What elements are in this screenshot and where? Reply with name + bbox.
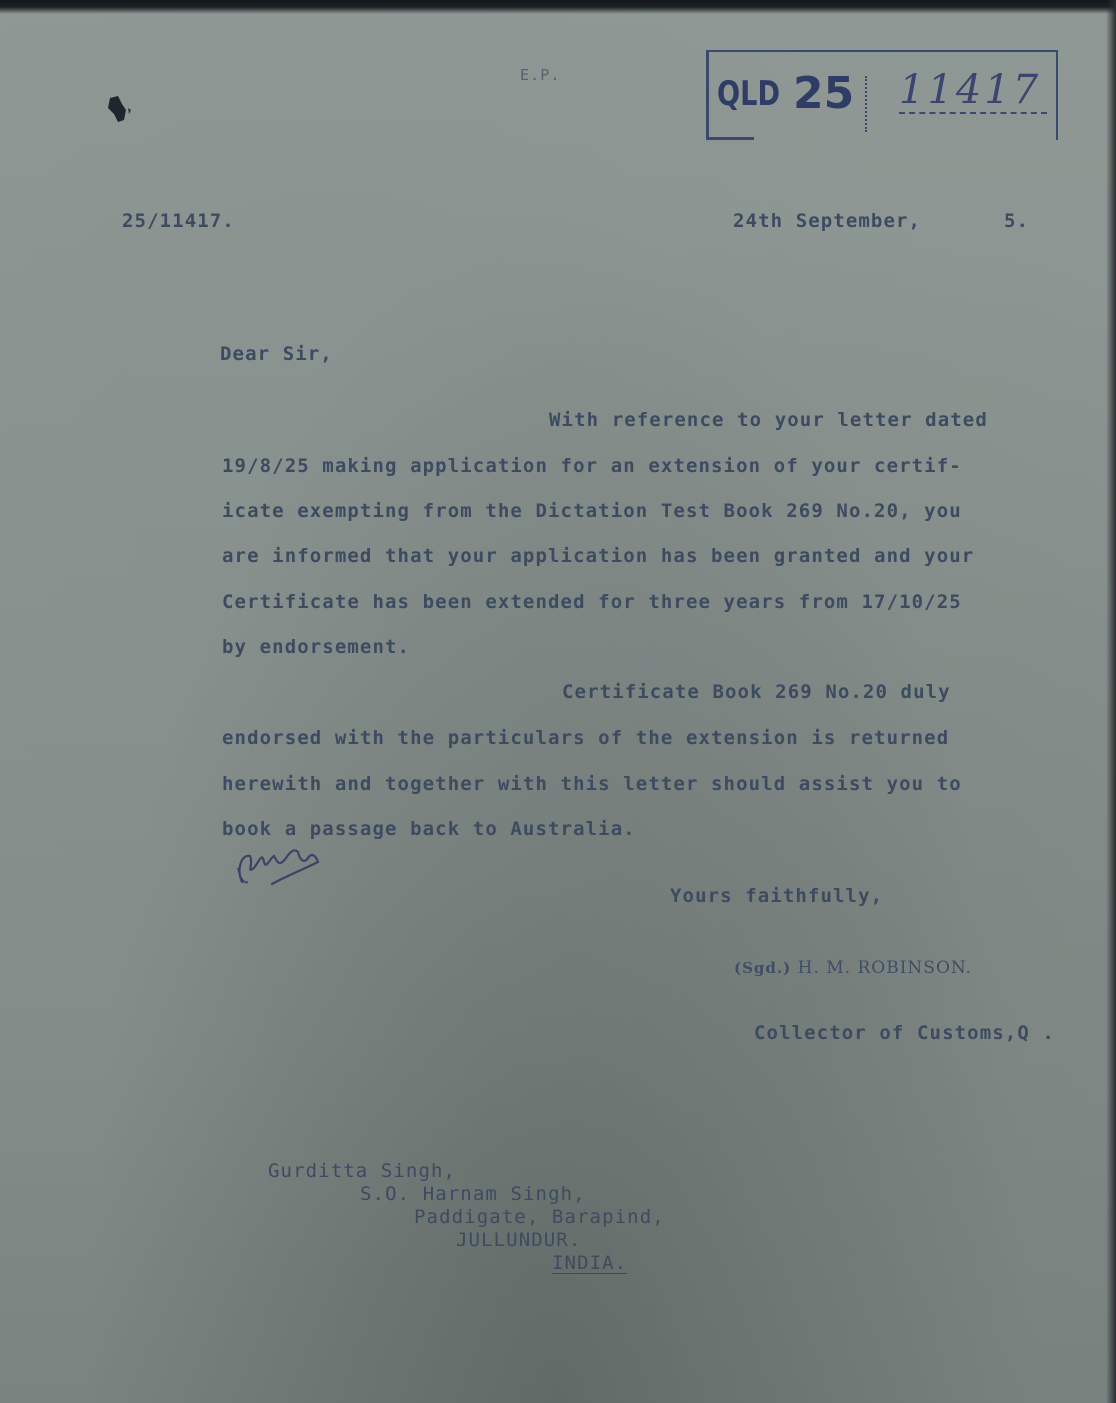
letter-year-fragment: 5.	[1004, 210, 1030, 232]
address-line-3: Paddigate, Barapind,	[414, 1206, 665, 1228]
salutation: Dear Sir,	[220, 343, 333, 365]
paragraph-2-line-3: herewith and together with this letter should assist you to	[222, 773, 962, 795]
page-top-edge	[0, 0, 1116, 14]
paragraph-2-line-1: Certificate Book 269 No.20 duly	[562, 681, 951, 703]
paragraph-1-line-6: by endorsement.	[222, 636, 411, 658]
handwritten-initials	[232, 838, 328, 890]
address-line-1: Gurditta Singh,	[268, 1160, 457, 1182]
page-right-edge	[1106, 0, 1116, 1403]
closing: Yours faithfully,	[670, 885, 884, 907]
stamp-handwritten-number: 11417	[899, 68, 1047, 114]
paragraph-1-line-4: are informed that your application has been granted and your	[222, 545, 975, 567]
ink-blot-mark	[104, 92, 134, 126]
stamp-prefix: QLD	[717, 74, 781, 114]
header-code: E.P.	[520, 66, 561, 84]
signature-line	[734, 958, 972, 978]
stamp-divider	[865, 76, 869, 132]
signatory-title: Collector of Customs,Q .	[754, 1022, 1055, 1044]
address-line-4: JULLUNDUR.	[456, 1229, 582, 1251]
paragraph-1-line-1: With reference to your letter dated	[549, 409, 988, 431]
paragraph-2-line-2: endorsed with the particulars of the extension is returned	[222, 727, 950, 749]
letter-date: 24th September,	[733, 210, 922, 232]
paragraph-1-line-5: Certificate has been extended for three years from 17/10/25	[222, 591, 962, 613]
stamp-corner	[709, 137, 754, 140]
paragraph-2-line-4: book a passage back to Australia.	[222, 818, 636, 840]
signature-name: H. M. ROBINSON.	[797, 958, 973, 978]
signature-prefix: (Sgd.)	[734, 959, 792, 977]
paragraph-1-line-2: 19/8/25 making application for an extension of your certif-	[222, 455, 962, 477]
reference-number: 25/11417.	[122, 210, 235, 232]
address-line-5: INDIA.	[552, 1252, 628, 1274]
address-line-2: S.O. Harnam Singh,	[360, 1183, 586, 1205]
registry-stamp	[706, 50, 1058, 140]
paragraph-1-line-3: icate exempting from the Dictation Test Book 269 No.20, you	[222, 500, 962, 522]
stamp-number: 25	[793, 68, 855, 119]
